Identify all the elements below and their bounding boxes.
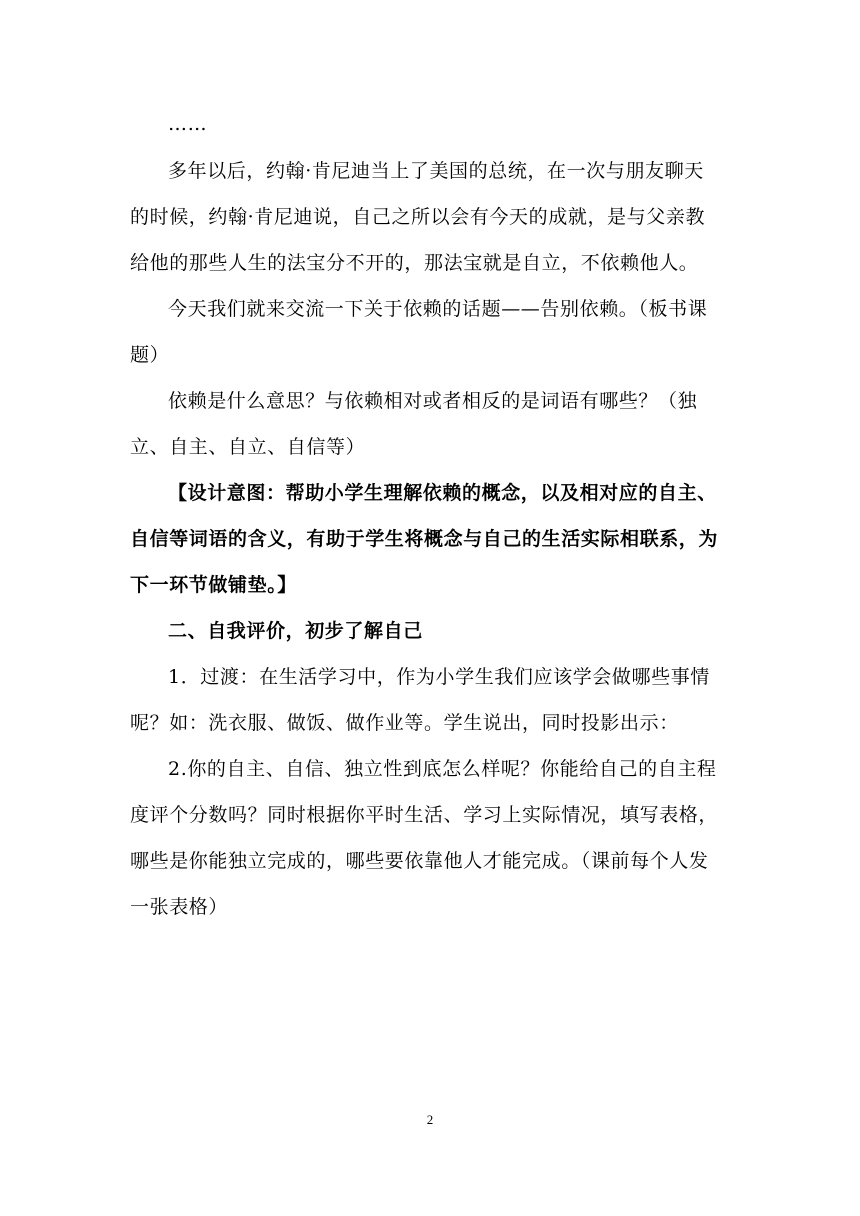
paragraph-line: 给他的那些人生的法宝分不开的，那法宝就是自立，不依赖他人。 (130, 252, 699, 274)
page-number: 2 (426, 1112, 434, 1127)
paragraph-line: 立、自主、自立、自信等） (130, 436, 366, 458)
paragraph-line: 多年以后，约翰·肯尼迪当上了美国的总统，在一次与朋友聊天 (168, 160, 704, 182)
ellipsis-line: …… (168, 113, 208, 135)
paragraph-line: 依赖是什么意思？与依赖相对或者相反的是词语有哪些？（独 (168, 390, 698, 412)
paragraph-line: 今天我们就来交流一下关于依赖的话题——告别依赖。（板书课 (168, 298, 708, 320)
paragraph-line: 呢？如：洗衣服、做饭、做作业等。学生说出，同时投影出示： (130, 712, 679, 734)
paragraph-line: 的时候，约翰·肯尼迪说，自己之所以会有今天的成就，是与父亲教 (130, 206, 706, 228)
paragraph-line: 一张表格） (130, 896, 229, 918)
paragraph-line: 度评个分数吗？同时根据你平时生活、学习上实际情况，填写表格， (130, 804, 719, 826)
design-intent-line: 自信等词语的含义，有助于学生将概念与自己的生活实际相联系，为 (130, 528, 719, 550)
design-intent-line: 下一环节做铺垫。】 (130, 574, 297, 596)
design-intent-line: 【设计意图：帮助小学生理解依赖的概念，以及相对应的自主、 (168, 482, 717, 504)
paragraph-line: 题） (130, 344, 170, 366)
section-heading: 二、自我评价，初步了解自己 (168, 620, 423, 642)
paragraph-line: 哪些是你能独立完成的，哪些要依靠他人才能完成。（课前每个人发 (130, 850, 709, 872)
paragraph-line: 2.你的自主、自信、独立性到底怎么样呢？你能给自己的自主程 (168, 758, 717, 780)
paragraph-line: 1．过渡：在生活学习中，作为小学生我们应该学会做哪些事情 (168, 666, 710, 688)
